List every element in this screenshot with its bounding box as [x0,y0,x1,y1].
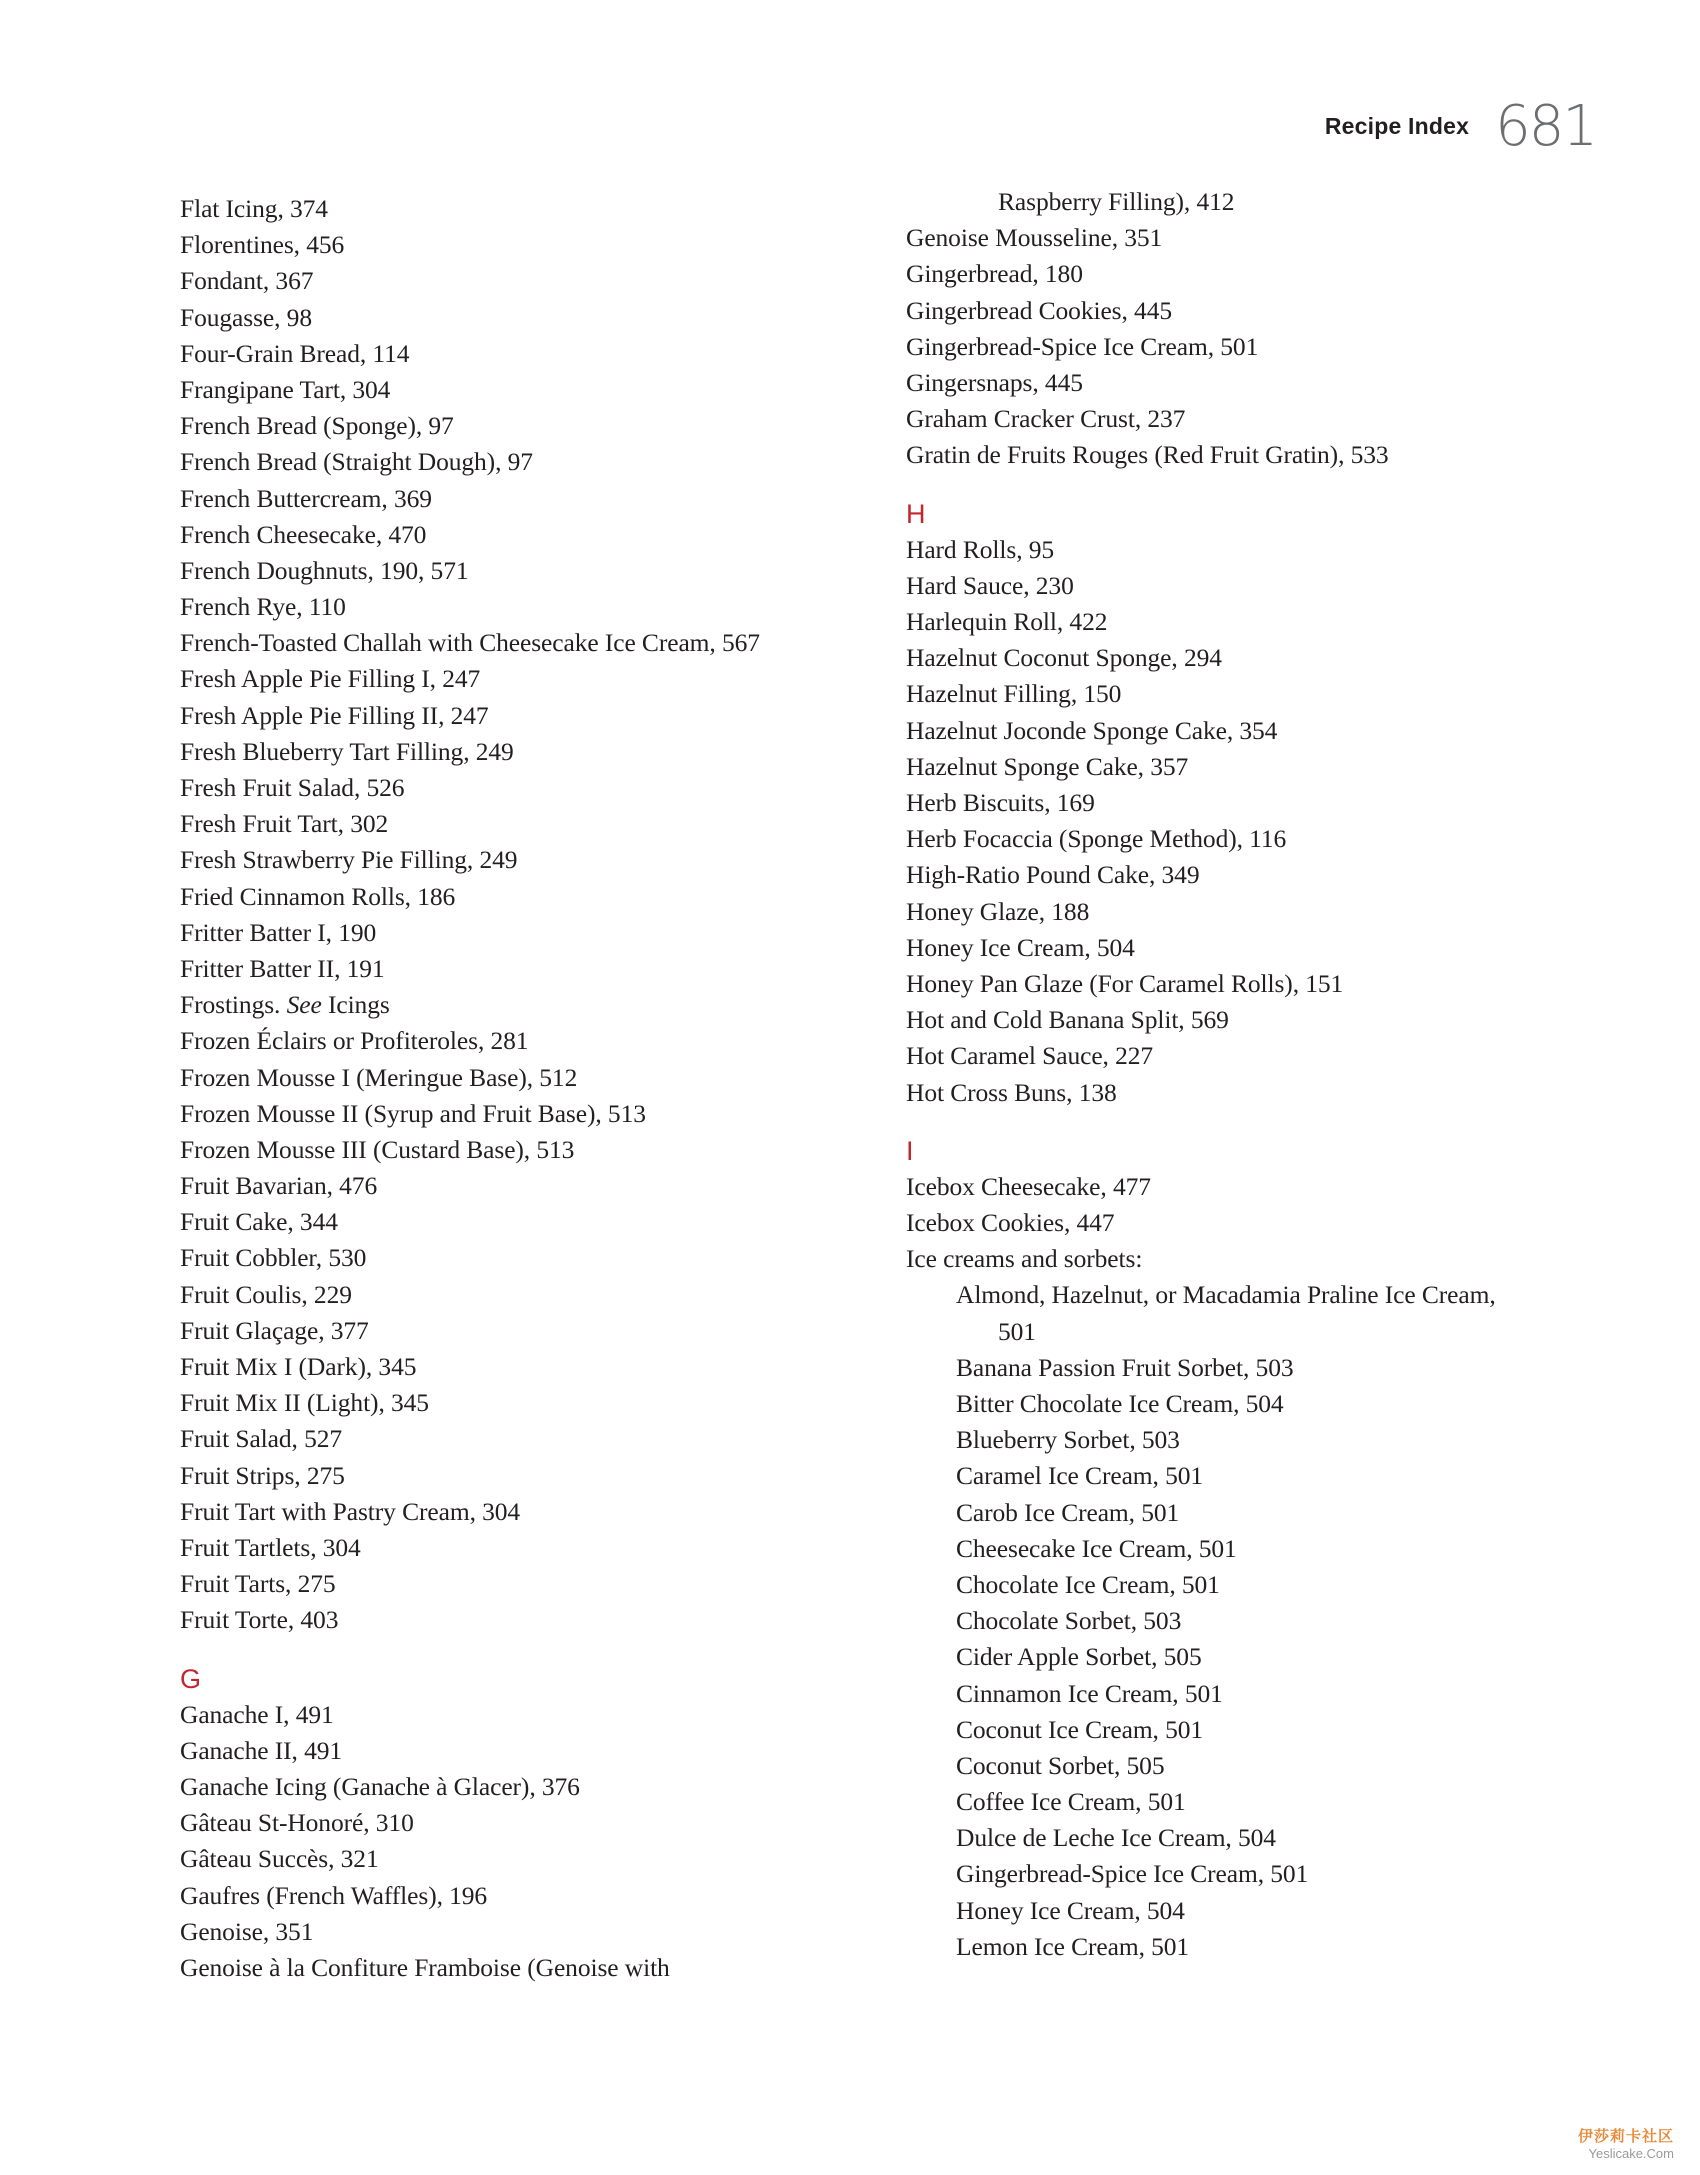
index-column-right [906,184,1606,1965]
index-entry: Gingerbread-Spice Ice Cream, 501 [906,331,1259,361]
index-entry: Icebox Cookies, 447 [906,1208,1115,1238]
index-entry: Hot Cross Buns, 138 [906,1077,1117,1107]
index-entry: French Doughnuts, 190, 571 [180,555,469,585]
page-header [1324,93,1596,159]
index-entry: Fresh Fruit Salad, 526 [180,773,405,802]
index-entry: Honey Pan Glaze (For Caramel Rolls), 151 [906,968,1344,998]
index-entry: Fruit Coulis, 229 [180,1279,352,1309]
index-entry: Four-Grain Bread, 114 [180,338,410,368]
index-subentry: Lemon Ice Cream, 501 [956,1931,1190,1961]
index-entry: Hazelnut Sponge Cake, 357 [906,751,1189,781]
entry-see-reference: See [286,990,322,1020]
index-entry: French Bread (Straight Dough), 97 [180,447,533,477]
index-subentry: Cinnamon Ice Cream, 501 [956,1678,1223,1708]
index-subentry: Blueberry Sorbet, 503 [956,1425,1180,1455]
section-letter: G [180,1663,202,1694]
index-subentry: Bitter Chocolate Ice Cream, 504 [956,1389,1284,1418]
index-subentry: Honey Ice Cream, 504 [956,1895,1185,1925]
entry-text: Frostings. [180,990,287,1020]
index-entry: Fruit Glaçage, 377 [180,1315,369,1345]
index-entry: Gâteau Succès, 321 [180,1844,379,1874]
index-entry: Fruit Cake, 344 [180,1207,338,1237]
index-subentry: Dulce de Leche Ice Cream, 504 [956,1823,1276,1853]
running-head: Recipe Index [1324,112,1470,139]
index-entry: Honey Glaze, 188 [906,896,1090,926]
index-subentry: Coconut Ice Cream, 501 [956,1714,1204,1744]
index-entry: French-Toasted Challah with Cheesecake Ice Cream, 567 [180,628,760,658]
index-entry: Graham Cracker Crust, 237 [906,404,1186,434]
index-entry: Frozen Mousse II (Syrup and Fruit Base), 513 [180,1098,646,1128]
index-entry: Herb Biscuits, 169 [906,788,1095,817]
index-entry: Icebox Cheesecake, 477 [906,1171,1151,1201]
index-entry: Gingersnaps, 445 [906,367,1083,397]
section-letter: I [906,1135,914,1166]
index-entry: Fritter Batter II, 191 [180,953,385,983]
index-entry: Genoise à la Confiture Framboise (Genoise with [180,1953,670,1982]
index-entry: Genoise Mousseline, 351 [906,223,1163,253]
page-number: 681 [1495,93,1596,159]
index-entry: Hot Caramel Sauce, 227 [906,1041,1154,1071]
index-entry: Fruit Salad, 527 [180,1424,343,1454]
index-entry: French Cheesecake, 470 [180,519,427,549]
index-entry: Fritter Batter I, 190 [180,917,377,947]
index-subentry: Gingerbread-Spice Ice Cream, 501 [956,1859,1309,1889]
index-entry: Fruit Bavarian, 476 [180,1171,378,1201]
index-subentry: Carob Ice Cream, 501 [956,1497,1180,1527]
index-entry: Ice creams and sorbets: [906,1244,1143,1274]
index-entry: Frozen Mousse I (Meringue Base), 512 [180,1062,578,1092]
index-entry: Hot and Cold Banana Split, 569 [906,1005,1229,1035]
watermark [1578,2125,1674,2161]
index-entry: Fruit Tartlets, 304 [180,1532,361,1562]
index-entry: Herb Focaccia (Sponge Method), 116 [906,824,1287,854]
index-entry: Fruit Tarts, 275 [180,1569,336,1599]
index-entry: Frozen Mousse III (Custard Base), 513 [180,1134,575,1164]
index-entry: Fruit Cobbler, 530 [180,1243,367,1273]
index-subentry: Cider Apple Sorbet, 505 [956,1642,1202,1672]
index-entry: French Bread (Sponge), 97 [180,411,454,441]
index-entry: Fresh Fruit Tart, 302 [180,809,389,839]
index-entry: Hazelnut Filling, 150 [906,679,1122,709]
watermark-en: Yeslicake.Com [1588,2146,1674,2161]
index-entry-continuation: Raspberry Filling), 412 [998,187,1235,216]
index-entry: Gingerbread Cookies, 445 [906,295,1172,325]
index-entry: Flat Icing, 374 [180,194,328,223]
index-entry-continuation: 501 [998,1316,1036,1346]
index-entry: Fruit Mix II (Light), 345 [180,1388,429,1418]
index-subentry: Coffee Ice Cream, 501 [956,1787,1186,1817]
index-column-left [180,191,880,1986]
watermark-cn: 伊莎莉卡社区 [1577,2128,1674,2145]
index-entry: Gaufres (French Waffles), 196 [180,1880,488,1910]
index-entry: French Rye, 110 [180,592,346,622]
index-entry: Ganache I, 491 [180,1699,334,1729]
index-entry: Fruit Mix I (Dark), 345 [180,1352,417,1381]
index-entry: Fougasse, 98 [180,302,312,332]
index-entry: Fresh Strawberry Pie Filling, 249 [180,845,518,875]
section-letter: H [906,498,926,529]
index-entry: Gâteau St-Honoré, 310 [180,1808,414,1838]
index-entry: Florentines, 456 [180,230,345,260]
index-entry: Harlequin Roll, 422 [906,607,1108,637]
index-entry: Genoise, 351 [180,1916,314,1946]
index-subentry: Chocolate Ice Cream, 501 [956,1569,1220,1599]
index-entry: Fresh Apple Pie Filling II, 247 [180,700,489,730]
index-entry: Fresh Apple Pie Filling I, 247 [180,664,481,694]
index-entry: Hazelnut Coconut Sponge, 294 [906,643,1222,673]
entry-reference-target: Icings [321,990,390,1020]
index-entry: Frangipane Tart, 304 [180,374,391,404]
index-subentry: Almond, Hazelnut, or Macadamia Praline Ice Cream, [956,1280,1496,1310]
index-entry: High-Ratio Pound Cake, 349 [906,860,1200,890]
index-entry: Fresh Blueberry Tart Filling, 249 [180,736,514,766]
index-entry: Honey Ice Cream, 504 [906,932,1135,962]
index-entry: French Buttercream, 369 [180,483,432,513]
index-entry: Hard Rolls, 95 [906,534,1055,564]
index-entry [180,987,880,1023]
index-subentry: Banana Passion Fruit Sorbet, 503 [956,1352,1294,1382]
index-entry: Gingerbread, 180 [906,259,1083,289]
index-entry: Fruit Strips, 275 [180,1460,345,1490]
index-entry: Ganache Icing (Ganache à Glacer), 376 [180,1772,580,1802]
index-entry: Gratin de Fruits Rouges (Red Fruit Gratin), 533 [906,440,1389,470]
index-entry: Frozen Éclairs or Profiteroles, 281 [180,1026,529,1056]
index-subentry: Cheesecake Ice Cream, 501 [956,1533,1237,1563]
index-entry: Hard Sauce, 230 [906,570,1074,600]
index-subentry: Caramel Ice Cream, 501 [956,1461,1204,1491]
index-subentry: Coconut Sorbet, 505 [956,1750,1165,1780]
index-entry: Fruit Torte, 403 [180,1605,339,1635]
index-entry: Fondant, 367 [180,266,314,296]
index-entry: Hazelnut Joconde Sponge Cake, 354 [906,715,1278,745]
index-subentry: Chocolate Sorbet, 503 [956,1606,1182,1636]
index-entry: Ganache II, 491 [180,1735,343,1765]
index-entry: Fruit Tart with Pastry Cream, 304 [180,1496,521,1526]
index-entry: Fried Cinnamon Rolls, 186 [180,881,456,911]
